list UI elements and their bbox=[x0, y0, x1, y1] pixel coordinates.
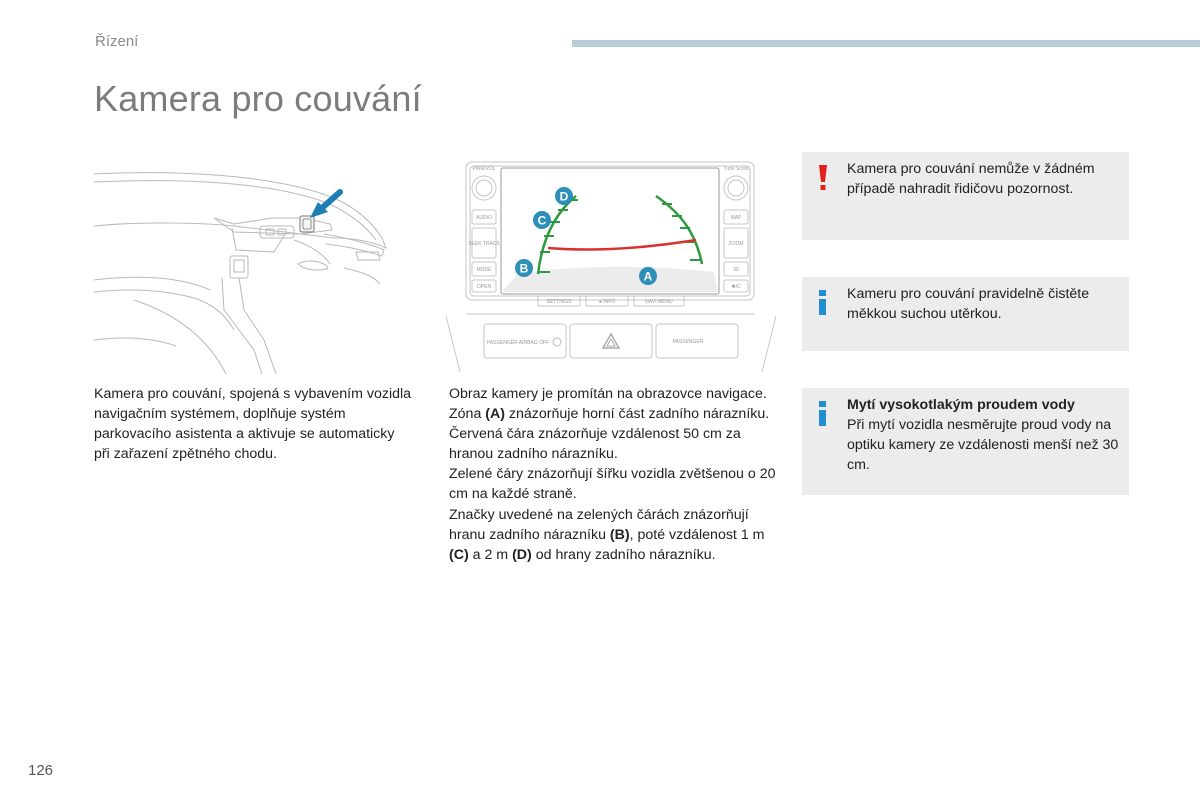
btn-map: MAP bbox=[730, 215, 742, 221]
camera-housing bbox=[300, 216, 314, 232]
panel-passenger: PASSENGER bbox=[672, 339, 704, 345]
description-column bbox=[449, 384, 779, 565]
btn-navi-menu: NAVI MENU bbox=[645, 299, 673, 305]
description-p3: Červená čára znázorňuje vzdálenost 50 cm za hranou zadního nárazníku. bbox=[449, 426, 741, 463]
info-note-cleaning-text: Kameru pro couvání pravidelně čistěte měkkou suchou utěrkou. bbox=[847, 286, 1090, 323]
marker-c bbox=[533, 211, 551, 229]
description-p2: Zóna (A) znázorňuje horní část zadního nárazníku. bbox=[449, 406, 770, 423]
section-label: Řízení bbox=[95, 33, 139, 50]
btn-seek-track: SEEK TRACK bbox=[468, 241, 500, 247]
info-note-cleaning bbox=[802, 277, 1129, 351]
svg-text:B: B bbox=[519, 261, 529, 276]
btn-star-c: ✱/C bbox=[731, 284, 741, 290]
navigation-screen-illustration bbox=[446, 156, 776, 372]
rear-camera-location-illustration bbox=[94, 160, 394, 374]
info-note-washing-text: Při mytí vozidla nesměrujte proud vody na optiku kamery ze vzdálenosti menší než 30 cm. bbox=[847, 417, 1119, 474]
btn-mode: MODE bbox=[476, 267, 492, 273]
info-note-washing bbox=[802, 388, 1129, 495]
info-icon bbox=[816, 288, 830, 316]
btn-settings: SETTINGS bbox=[546, 299, 572, 305]
marker-a bbox=[639, 267, 657, 285]
warning-icon bbox=[816, 163, 830, 191]
btn-30: 30 bbox=[733, 267, 739, 273]
label-pwr-vol: PWR/VOL bbox=[472, 166, 496, 172]
panel-passenger-airbag-off: PASSENGER AIRBAG OFF bbox=[486, 340, 550, 346]
warning-note bbox=[802, 152, 1129, 240]
top-rule bbox=[572, 40, 1200, 47]
btn-open: OPEN bbox=[476, 284, 492, 290]
page-title: Kamera pro couvání bbox=[94, 78, 422, 119]
intro-paragraph: Kamera pro couvání, spojená s vybavením vozidla navigačním systémem, doplňuje systém parkovacího asistenta a aktivuje se automaticky při zařazení zpětného chodu. bbox=[94, 386, 412, 463]
btn-audio: AUDIO bbox=[476, 215, 492, 221]
page-number: 126 bbox=[28, 762, 54, 779]
marker-b bbox=[515, 259, 533, 277]
description-p4: Zelené čáry znázorňují šířku vozidla zvětšenou o 20 cm na každé straně. bbox=[449, 466, 776, 503]
description-p5: Značky uvedené na zelených čárách znázorňují hranu zadního nárazníku (B), poté vzdálenost 1 m (C) a 2 m (D) od hrany zadního nárazníku. bbox=[449, 506, 765, 563]
info-note-washing-title: Mytí vysokotlakým proudem vody bbox=[847, 397, 1075, 413]
label-tune-scroll: Tune Scroll bbox=[723, 166, 749, 172]
btn-info: ● INFO bbox=[598, 299, 616, 305]
svg-text:A: A bbox=[643, 269, 653, 284]
info-icon bbox=[816, 399, 830, 427]
marker-d bbox=[555, 187, 573, 205]
btn-zoom: ZOOM bbox=[728, 241, 744, 247]
svg-text:D: D bbox=[559, 189, 569, 204]
svg-text:C: C bbox=[537, 213, 547, 228]
description-p1: Obraz kamery je promítán na obrazovce navigace. bbox=[449, 386, 767, 402]
camera-pointer-arrow-icon bbox=[310, 192, 340, 218]
warning-note-text: Kamera pro couvání nemůže v žádném případě nahradit řidičovu pozornost. bbox=[847, 161, 1095, 198]
